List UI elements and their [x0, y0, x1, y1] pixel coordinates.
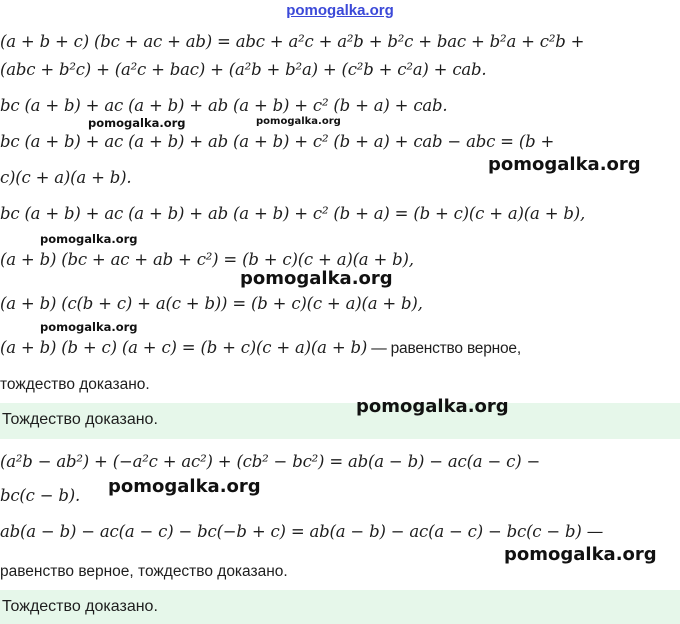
answer-band-1	[0, 403, 680, 439]
equation-line-3: bc (a + b) + ac (a + b) + ab (a + b) + c² (b + a) + cab.	[0, 96, 448, 115]
conclusion-line-1: тождество доказано.	[0, 376, 150, 393]
watermark: pomogalka.org	[240, 268, 393, 289]
watermark: pomogalka.org	[40, 320, 138, 334]
equation-line-12: ab(a − b) − ac(a − c) − bc(−b + c) = ab(a − b) − ac(a − c) − bc(c − b) —	[0, 522, 604, 541]
equation-line-8: (a + b) (c(b + c) + a(c + b)) = (b + c)(c + a)(a + b),	[0, 294, 423, 313]
equation-line-4: bc (a + b) + ac (a + b) + ab (a + b) + c² (b + a) + cab − abc = (b +	[0, 132, 555, 151]
equation-line-9-text: — равенство верное,	[367, 340, 521, 357]
equation-line-6: bc (a + b) + ac (a + b) + ab (a + b) + c² (b + a) = (b + c)(c + a)(a + b),	[0, 204, 586, 223]
equation-line-9-math: (a + b) (b + c) (a + c) = (b + c)(c + a)(a + b)	[0, 338, 368, 357]
answer-text-1: Тождество доказано.	[2, 411, 158, 428]
equation-line-5: c)(c + a)(a + b).	[0, 168, 132, 187]
equation-line-11: bc(c − b).	[0, 486, 81, 505]
equation-line-1: (a + b + c) (bc + ac + ab) = abc + a²c + a²b + b²c + bac + b²a + c²b +	[0, 32, 585, 51]
watermark: pomogalka.org	[40, 232, 138, 246]
answer-band-2	[0, 590, 680, 624]
watermark: pomogalka.org	[488, 154, 641, 175]
watermark: pomogalka.org	[108, 476, 261, 497]
equation-line-7: (a + b) (bc + ac + ab + c²) = (b + c)(c + a)(a + b),	[0, 250, 414, 269]
answer-text-2: Тождество доказано.	[2, 598, 158, 615]
equation-line-10: (a²b − ab²) + (−a²c + ac²) + (cb² − bc²) = ab(a − b) − ac(a − c) −	[0, 452, 541, 471]
watermark: pomogalka.org	[256, 116, 341, 127]
equation-line-2: (abc + b²c) + (a²c + bac) + (a²b + b²a) + (c²b + c²a) + cab.	[0, 60, 487, 79]
equation-line-9	[0, 338, 521, 358]
watermark: pomogalka.org	[356, 396, 509, 417]
watermark: pomogalka.org	[88, 116, 186, 130]
watermark: pomogalka.org	[504, 544, 657, 565]
site-link[interactable]: pomogalka.org	[286, 2, 394, 19]
conclusion-line-2: равенство верное, тождество доказано.	[0, 563, 288, 580]
